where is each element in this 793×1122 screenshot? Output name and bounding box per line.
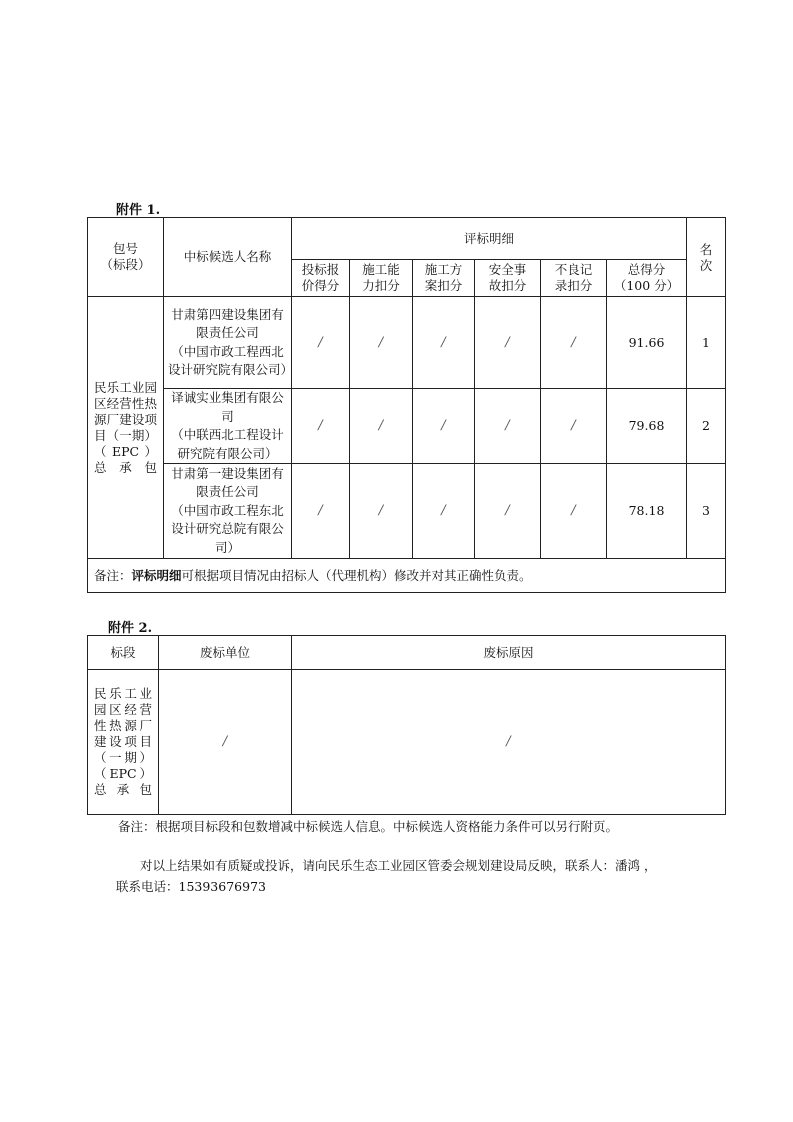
evaluation-table <box>87 217 726 593</box>
total-score: 78.18 <box>607 464 687 559</box>
annex2-note: 备注：根据项目标段和包数增减中标候选人信息。中标候选人资格能力条件可以另行附页。 <box>118 819 619 834</box>
score-cell: / <box>541 389 607 464</box>
plan-deduction-header: 施工方 案扣分 <box>413 260 475 297</box>
price-score-header: 投标报 价得分 <box>292 260 350 297</box>
contact-line-2: 联系电话：15393676973 <box>116 879 266 894</box>
safety-deduction-header: 安全事 故扣分 <box>475 260 541 297</box>
unit-header: 废标单位 <box>159 636 292 670</box>
segment-cell: 民乐工业园区经营性热源厂建设项目（一期）（EPC）总承包 <box>88 297 164 559</box>
table-row <box>88 464 726 559</box>
reason-header: 废标原因 <box>292 636 726 670</box>
score-cell: / <box>292 297 350 389</box>
segment-header: 标段 <box>88 636 159 670</box>
detail-header: 评标明细 <box>292 218 687 260</box>
rank-value: 1 <box>687 297 726 389</box>
score-cell: / <box>475 297 541 389</box>
annex1-note: 备注：评标明细可根据项目情况由招标人（代理机构）修改并对其正确性负责。 <box>88 559 726 593</box>
table-row <box>88 297 726 389</box>
score-cell: / <box>413 464 475 559</box>
score-cell: / <box>292 389 350 464</box>
total-score-header: 总得分 （100 分） <box>607 260 687 297</box>
table-row <box>88 389 726 464</box>
score-cell: / <box>541 464 607 559</box>
package-header: 包号 （标段） <box>88 218 164 297</box>
total-score: 91.66 <box>607 297 687 389</box>
disqualification-table <box>87 635 726 815</box>
record-deduction-header: 不良记 录扣分 <box>541 260 607 297</box>
score-cell: / <box>350 464 413 559</box>
candidate-name: 甘肃第四建设集团有限责任公司 （中国市政工程西北设计研究院有限公司） <box>164 297 292 389</box>
annex2-title: 附件 2. <box>108 621 153 636</box>
annex1-title: 附件 1. <box>116 203 161 218</box>
candidate-name: 译诚实业集团有限公司 （中联西北工程设计研究院有限公司） <box>164 389 292 464</box>
score-cell: / <box>541 297 607 389</box>
disqualified-unit: / <box>159 670 292 815</box>
table-row <box>88 670 726 815</box>
rank-value: 2 <box>687 389 726 464</box>
score-cell: / <box>413 389 475 464</box>
score-cell: / <box>475 464 541 559</box>
score-cell: / <box>292 464 350 559</box>
score-cell: / <box>350 389 413 464</box>
score-cell: / <box>413 297 475 389</box>
rank-header: 名 次 <box>687 218 726 297</box>
total-score: 79.68 <box>607 389 687 464</box>
contact-line-1: 对以上结果如有质疑或投诉，请向民乐生态工业园区管委会规划建设局反映，联系人：潘鸿 ， <box>140 858 657 873</box>
score-cell: / <box>350 297 413 389</box>
disqualification-reason: / <box>292 670 726 815</box>
segment-cell: 民乐工业园区经营性热源厂建设项目（一期）（EPC）总承包 <box>88 670 159 815</box>
capability-deduction-header: 施工能 力扣分 <box>350 260 413 297</box>
candidate-name: 甘肃第一建设集团有限责任公司 （中国市政工程东北设计研究总院有限公司） <box>164 464 292 559</box>
rank-value: 3 <box>687 464 726 559</box>
score-cell: / <box>475 389 541 464</box>
candidate-header: 中标候选人名称 <box>164 218 292 297</box>
